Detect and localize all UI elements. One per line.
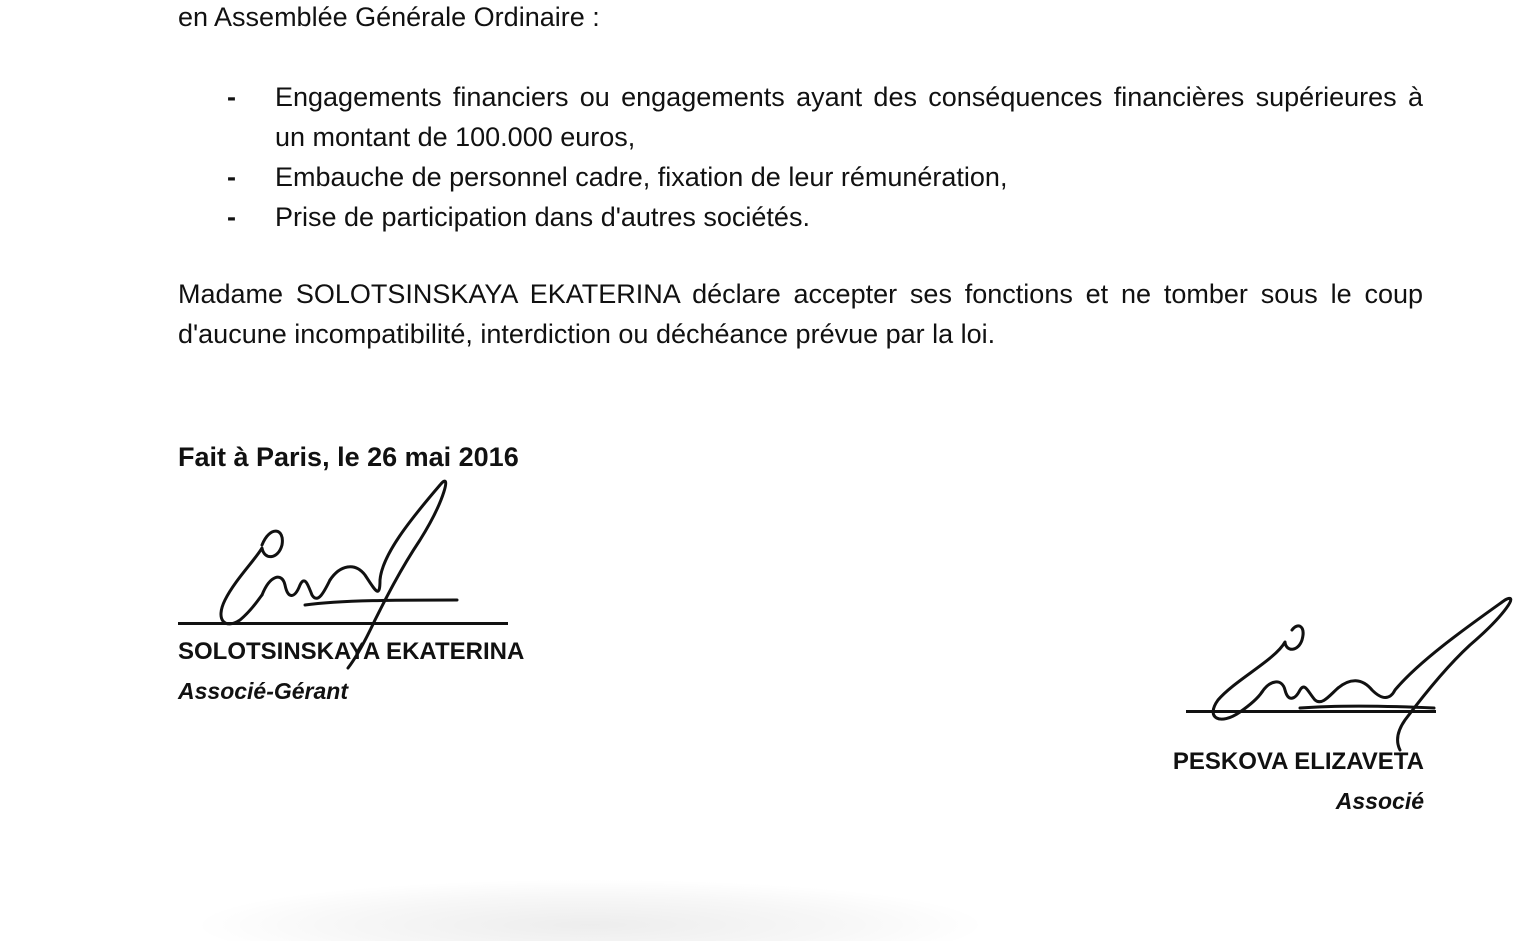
signatory-1-role: Associé-Gérant (178, 678, 349, 704)
list-item: - Engagements financiers ou engagements ayant des conséquences financières supérieures à un montant de 100.000 euros, (178, 77, 1423, 157)
signatory-1-name: SOLOTSINSKAYA EKATERINA (178, 638, 525, 665)
acceptance-declaration: Madame SOLOTSINSKAYA EKATERINA déclare accepter ses fonctions et ne tomber sous le coup d'aucune incompatibilité, interdiction ou déchéance prévue par la loi. (178, 279, 1423, 349)
place-and-date: Fait à Paris, le 26 mai 2016 (178, 442, 519, 472)
list-item: - Embauche de personnel cadre, fixation de leur rémunération, (178, 157, 1423, 197)
list-item: - Prise de participation dans d'autres sociétés. (178, 197, 1423, 237)
signatory-2-role: Associé (1335, 788, 1424, 814)
intro-line: en Assemblée Générale Ordinaire : (178, 2, 600, 32)
signatory-2-name: PESKOVA ELIZAVETA (1172, 748, 1424, 775)
